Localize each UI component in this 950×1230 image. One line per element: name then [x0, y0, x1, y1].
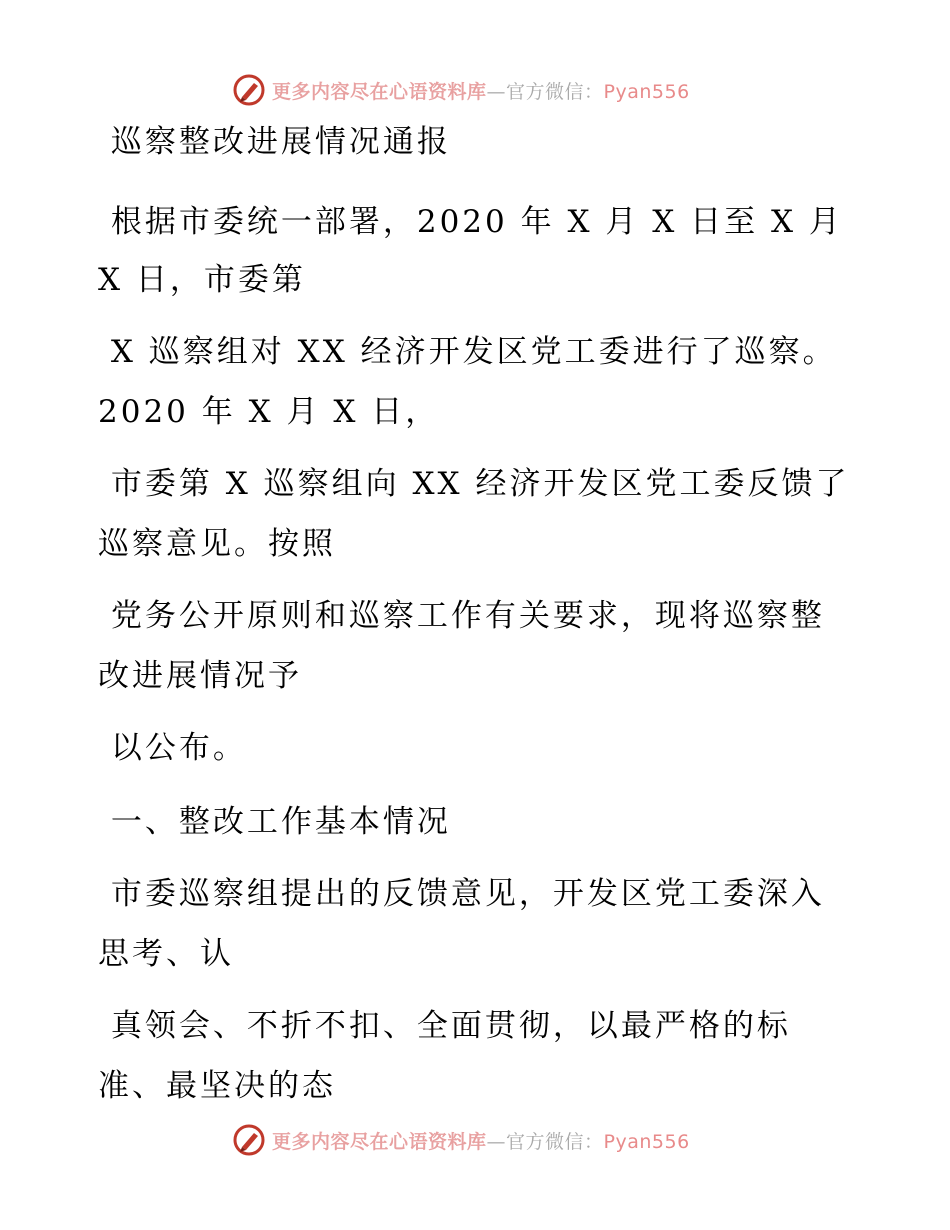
- watermark-id: Pyan556: [603, 1130, 690, 1153]
- watermark-sub: 官方微信：: [506, 80, 604, 103]
- watermark-text: [272, 1127, 690, 1154]
- paragraph-line: 根据市委统一部署，2020 年 X 月 X 日至 X 月: [98, 204, 843, 240]
- watermark-main: 更多内容尽在心语资料库: [272, 1130, 487, 1153]
- paragraph-line: 以公布。: [98, 730, 247, 766]
- pen-logo-icon: [232, 73, 266, 107]
- header-watermark: [232, 70, 732, 110]
- paragraph-line: 改进展情况予: [98, 658, 302, 694]
- paragraph-line: 准、最坚决的态: [98, 1068, 336, 1104]
- paragraph-line: X 巡察组对 XX 经济开发区党工委进行了巡察。: [98, 334, 837, 370]
- paragraph-line: 2020 年 X 月 X 日，: [98, 394, 440, 430]
- pen-logo-icon: [232, 1123, 266, 1157]
- paragraph-line: 思考、认: [98, 936, 234, 972]
- watermark-sub: 官方微信：: [506, 1130, 604, 1153]
- footer-watermark: [232, 1120, 732, 1160]
- section-heading: 一、整改工作基本情况: [98, 804, 451, 840]
- document-title: 巡察整改进展情况通报: [98, 124, 451, 160]
- watermark-text: [272, 77, 690, 104]
- paragraph-line: 市委第 X 巡察组向 XX 经济开发区党工委反馈了: [98, 466, 850, 502]
- paragraph-line: 巡察意见。按照: [98, 526, 336, 562]
- paragraph-line: 真领会、不折不扣、全面贯彻，以最严格的标: [98, 1008, 791, 1044]
- paragraph-line: 市委巡察组提出的反馈意见，开发区党工委深入: [98, 876, 825, 912]
- watermark-dash: —: [486, 80, 507, 103]
- watermark-id: Pyan556: [603, 80, 690, 103]
- paragraph-line: 党务公开原则和巡察工作有关要求，现将巡察整: [98, 598, 825, 634]
- paragraph-line: X 日，市委第: [98, 262, 306, 298]
- watermark-dash: —: [486, 1130, 507, 1153]
- watermark-main: 更多内容尽在心语资料库: [272, 80, 487, 103]
